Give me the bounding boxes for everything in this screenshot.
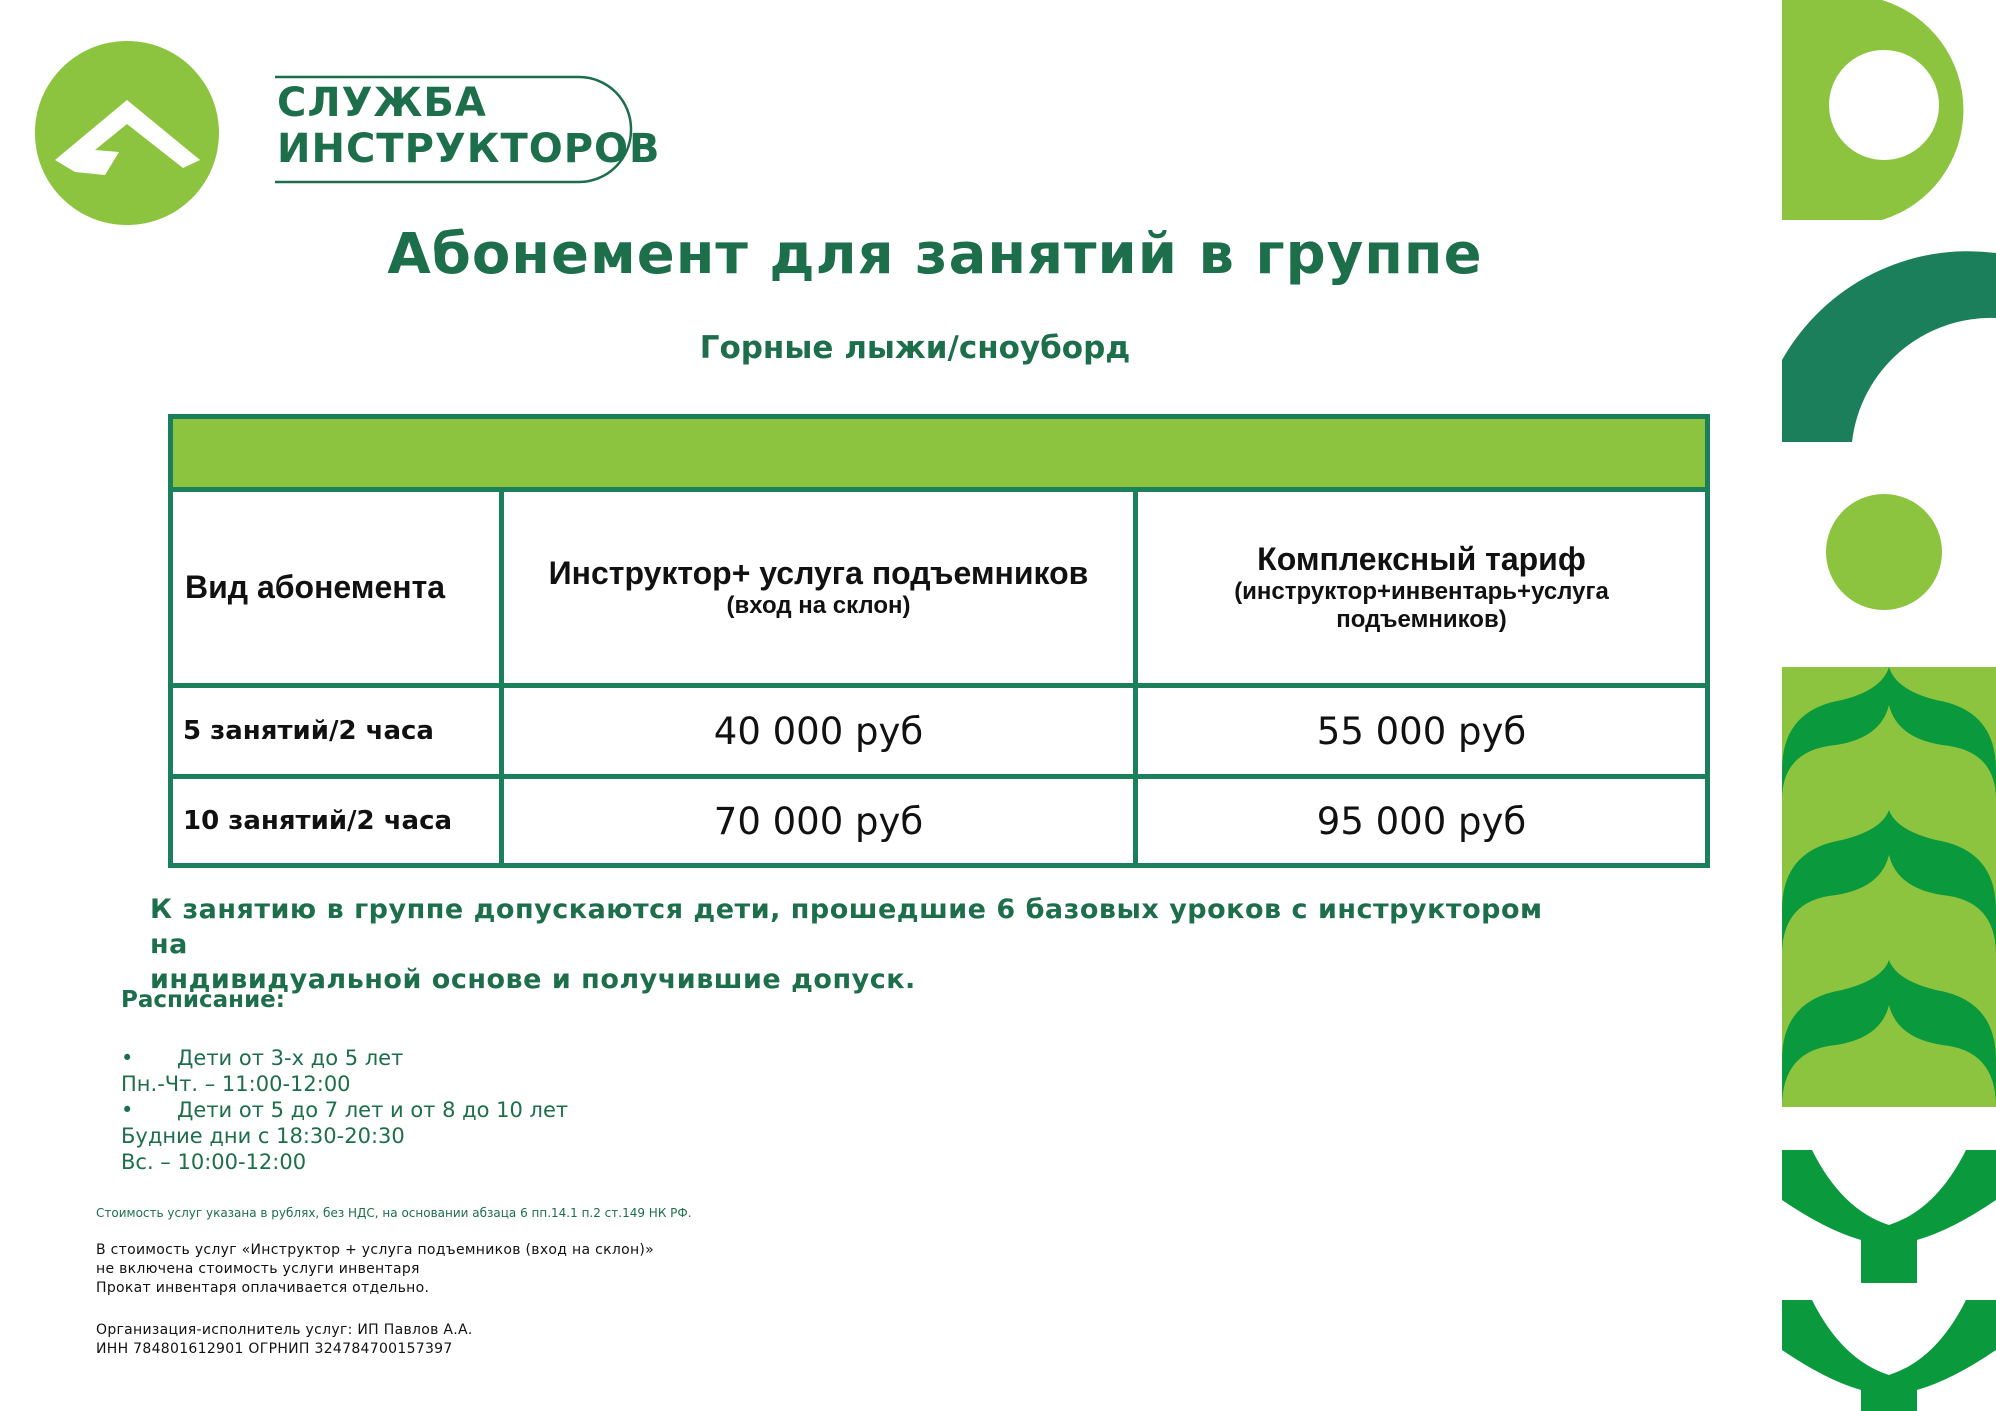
price-complex-5: 55 000 руб [1316, 709, 1527, 753]
header-basic-label: Инструктор+ услуга подъемников [548, 555, 1089, 591]
row-label: 10 занятий/2 часа [183, 806, 453, 836]
header-cell-type [173, 492, 499, 683]
schedule-title: Расписание: [121, 987, 285, 1013]
schedule-time-3: Вс. – 10:00-12:00 [121, 1150, 307, 1174]
table-header-band [173, 419, 1705, 492]
header-cell-basic [504, 492, 1133, 683]
schedule-bullet-1 [121, 1046, 403, 1070]
header-basic-sublabel: (вход на склон) [726, 592, 911, 619]
admission-note [150, 892, 1550, 997]
schedule-time-1: Пн.-Чт. – 11:00-12:00 [121, 1072, 351, 1096]
bullet: • [121, 1046, 134, 1070]
price-cell [504, 779, 1133, 863]
header-type-label: Вид абонемента [185, 569, 446, 605]
schedule-group-1: Дети от 3-х до 5 лет [177, 1046, 404, 1070]
page-title: Абонемент для занятий в группе [387, 222, 1483, 287]
admission-note-line-1: К занятию в группе допускаются дети, прошедшие 6 базовых уроков с инструктором на [150, 894, 1543, 960]
row-label: 5 занятий/2 часа [183, 716, 434, 746]
schedule-bullet-2 [121, 1098, 568, 1122]
table-row [173, 779, 499, 863]
schedule-time-2: Будние дни с 18:30-20:30 [121, 1124, 405, 1148]
price-basic-10: 70 000 руб [713, 799, 924, 843]
decorative-pattern [1782, 0, 1996, 1411]
header-complex-label: Комплексный тариф [1257, 541, 1586, 577]
bullet: • [121, 1098, 134, 1122]
footer-line-4: Организация-исполнитель услуг: ИП Павлов А.А. [96, 1322, 473, 1338]
logo-line-1: СЛУЖБА [277, 80, 487, 126]
price-cell [504, 688, 1133, 774]
logo-line-2: ИНСТРУКТОРОВ [277, 126, 661, 172]
price-complex-10: 95 000 руб [1316, 799, 1527, 843]
footer-line-3: Прокат инвентаря оплачивается отдельно. [96, 1280, 430, 1296]
tax-note: Стоимость услуг указана в рублях, без НДС, на основании абзаца 6 пп.14.1 п.2 ст.149 НК РФ. [96, 1206, 692, 1220]
header-cell-complex [1138, 492, 1705, 683]
admission-note-line-2: индивидуальной основе и получившие допуск. [150, 964, 916, 995]
header-complex-sublabel-2: подъемников) [1336, 606, 1507, 633]
footer-line-1: В стоимость услуг «Инструктор + услуга подъемников (вход на склон)» [96, 1242, 655, 1258]
schedule-group-2: Дети от 5 до 7 лет и от 8 до 10 лет [177, 1098, 569, 1122]
footer-line-5: ИНН 784801612901 ОГРНИП 324784700157397 [96, 1341, 453, 1357]
price-cell [1138, 688, 1705, 774]
price-table [168, 414, 1710, 868]
price-cell [1138, 779, 1705, 863]
table-row [173, 688, 499, 774]
logo [35, 40, 661, 230]
price-basic-5: 40 000 руб [713, 709, 924, 753]
page-subtitle: Горные лыжи/сноуборд [699, 330, 1131, 366]
footer-line-2: не включена стоимость услуги инвентаря [96, 1261, 420, 1277]
header-complex-sublabel-1: (инструктор+инвентарь+услуга [1234, 578, 1609, 605]
